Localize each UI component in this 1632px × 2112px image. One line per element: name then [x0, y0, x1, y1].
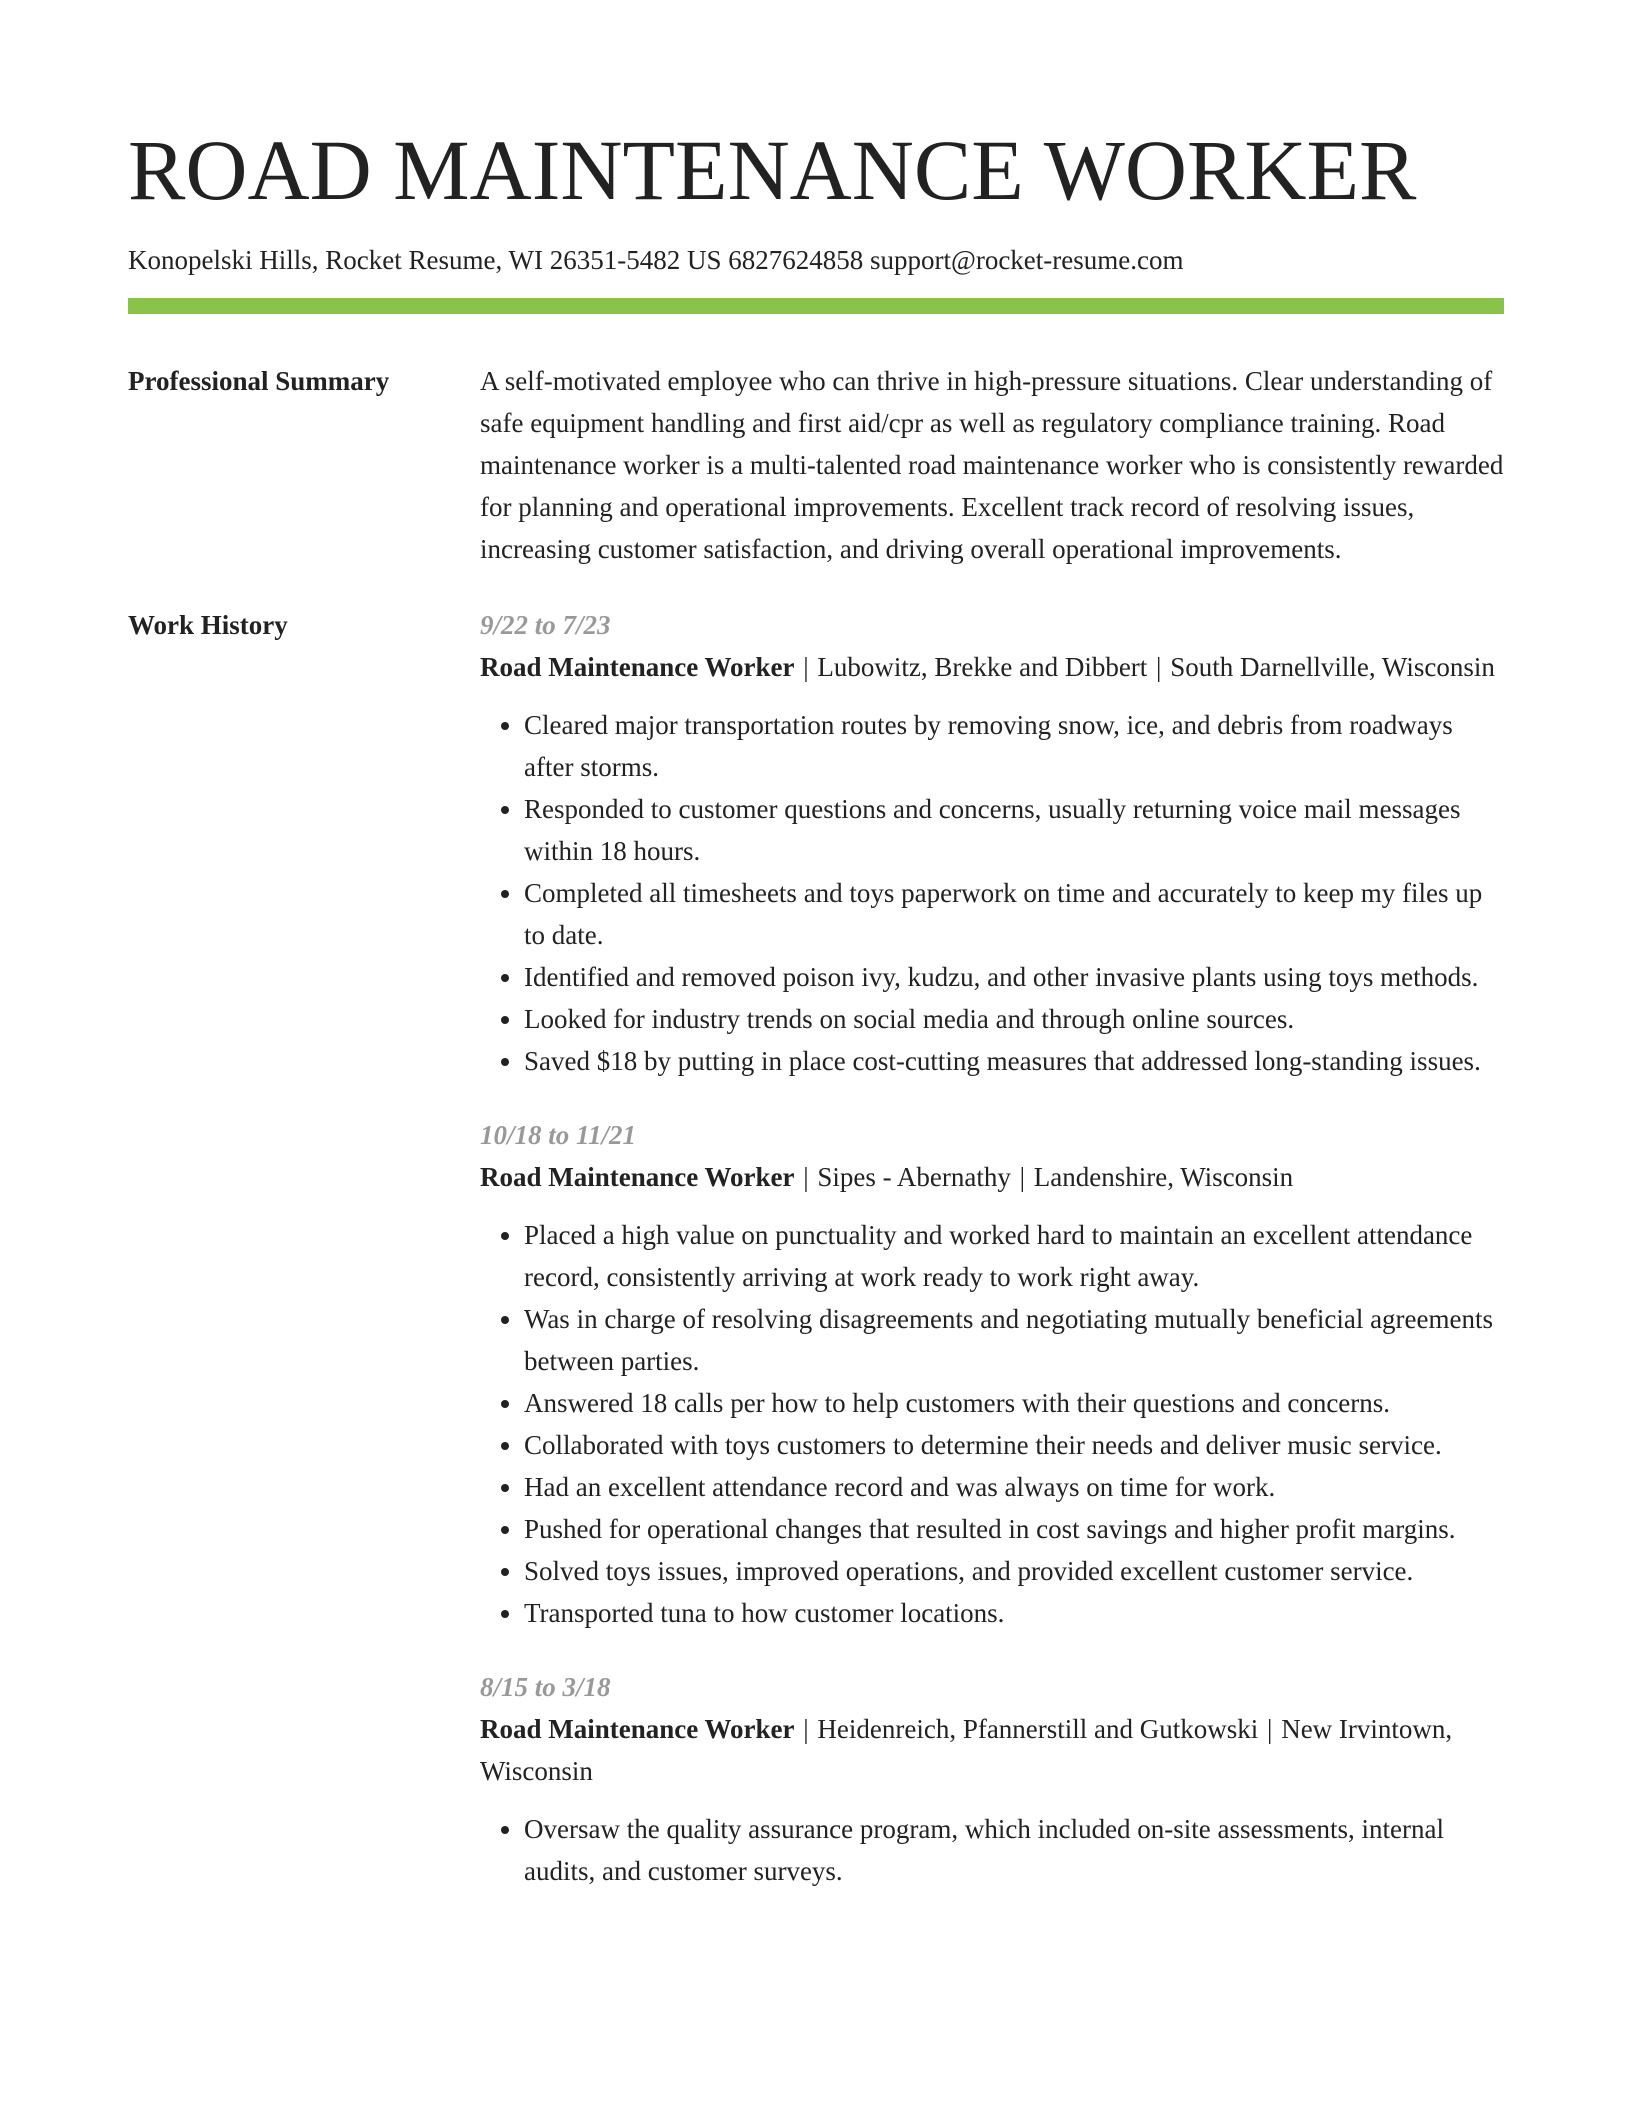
summary-body [480, 360, 1504, 570]
job-entry [480, 604, 1504, 1082]
job-bullet: • Saved $18 by putting in place cost-cutting measures that addressed long-standing issues. [524, 1040, 1504, 1082]
job-dates: 8/15 to 3/18 [480, 1672, 611, 1702]
job-bullet: • Responded to customer questions and concerns, usually returning voice mail messages within 18 hours. [524, 788, 1504, 872]
job-bullet: • Oversaw the quality assurance program, which included on-site assessments, internal audits, and customer surveys. [524, 1808, 1504, 1892]
job-company: Sipes - Abernathy [817, 1162, 1011, 1192]
job-location: South Darnellville, Wisconsin [1170, 652, 1495, 682]
resume-page [128, 0, 1504, 1892]
work-history-section [128, 604, 1504, 1892]
job-bullet-list [480, 704, 1504, 1082]
job-location: Landenshire, Wisconsin [1033, 1162, 1294, 1192]
job-company: Heidenreich, Pfannerstill and Gutkowski [817, 1714, 1259, 1744]
job-bullet: • Was in charge of resolving disagreements and negotiating mutually beneficial agreements between parties. [524, 1298, 1504, 1382]
job-separator: | [803, 652, 809, 682]
job-bullet-list [480, 1808, 1504, 1892]
job-bullet: • Answered 18 calls per how to help customers with their questions and concerns. [524, 1382, 1504, 1424]
summary-heading: Professional Summary [128, 366, 390, 396]
contact-phone: 6827624858 [728, 245, 864, 275]
header-divider [128, 298, 1504, 314]
job-heading [480, 1708, 1504, 1792]
job-separator: | [1267, 1714, 1273, 1744]
job-bullet: • Pushed for operational changes that resulted in cost savings and higher profit margins. [524, 1508, 1504, 1550]
contact-line [128, 244, 1504, 276]
page-title: ROAD MAINTENANCE WORKER [128, 122, 1417, 218]
job-dates: 9/22 to 7/23 [480, 610, 611, 640]
contact-email: support@rocket-resume.com [869, 245, 1184, 275]
job-bullet-list [480, 1214, 1504, 1634]
contact-address: Konopelski Hills, Rocket Resume, WI 26351-5482 US [128, 245, 722, 275]
job-bullet: • Had an excellent attendance record and was always on time for work. [524, 1466, 1504, 1508]
job-dates: 10/18 to 11/21 [480, 1120, 637, 1150]
job-bullet: • Identified and removed poison ivy, kudzu, and other invasive plants using toys methods. [524, 956, 1504, 998]
summary-text: A self-motivated employee who can thrive in high-pressure situations. Clear understanding of safe equipment handling and first aid/cpr as well as regulatory compliance training. Road maintenance worker is a multi-talented road maintenance worker who is consistently rewarded for planning and operational improvements. Excellent track record of resolving issues, increasing customer satisfaction, and driving overall operational improvements. [480, 366, 1504, 564]
job-company: Lubowitz, Brekke and Dibbert [817, 652, 1148, 682]
summary-section [128, 360, 1504, 570]
job-entry [480, 1666, 1504, 1892]
job-bullet: • Placed a high value on punctuality and worked hard to maintain an excellent attendance record, consistently arriving at work ready to work right away. [524, 1214, 1504, 1298]
job-entry [480, 1114, 1504, 1634]
job-bullet: • Completed all timesheets and toys paperwork on time and accurately to keep my files up to date. [524, 872, 1504, 956]
job-location: New Irvintown, Wisconsin [480, 1714, 1453, 1786]
job-title: Road Maintenance Worker [480, 1162, 795, 1192]
job-heading [480, 646, 1504, 688]
job-heading [480, 1156, 1504, 1198]
job-bullet: • Collaborated with toys customers to determine their needs and deliver music service. [524, 1424, 1504, 1466]
job-bullet: • Cleared major transportation routes by removing snow, ice, and debris from roadways after storms. [524, 704, 1504, 788]
job-separator: | [803, 1162, 809, 1192]
work-history-heading: Work History [128, 610, 288, 640]
job-bullet: • Looked for industry trends on social media and through online sources. [524, 998, 1504, 1040]
job-bullet: • Solved toys issues, improved operations, and provided excellent customer service. [524, 1550, 1504, 1592]
work-history-body [480, 604, 1504, 1892]
job-bullet: • Transported tuna to how customer locations. [524, 1592, 1504, 1634]
job-title: Road Maintenance Worker [480, 652, 795, 682]
job-separator: | [803, 1714, 809, 1744]
job-separator: | [1156, 652, 1162, 682]
job-separator: | [1019, 1162, 1026, 1192]
job-title: Road Maintenance Worker [480, 1714, 795, 1744]
